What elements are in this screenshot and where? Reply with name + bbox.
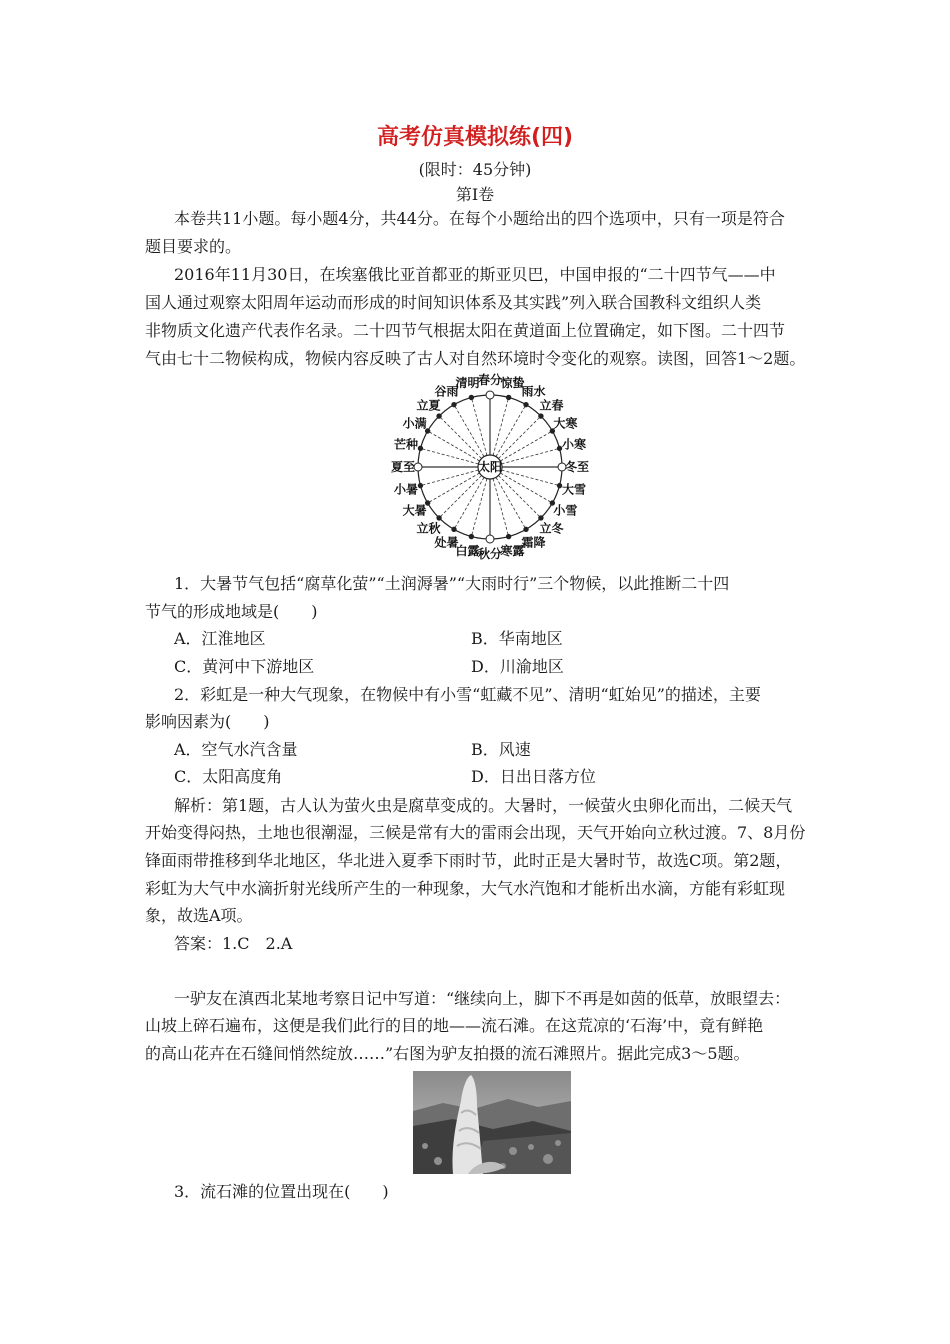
- term-ray: [493, 479, 509, 537]
- term-label: 冬至: [564, 460, 590, 474]
- passage-line: 非物质文化遗产代表作名录。二十四节气根据太阳在黄道面上位置确定，如下图。二十四节: [145, 321, 786, 340]
- term-ray: [471, 479, 487, 537]
- page-title: 高考仿真模拟练(四): [376, 125, 574, 150]
- passage-line: 的高山花卉在石缝间悄然绽放……”右图为驴友拍摄的流石滩照片。据此完成3～5题。: [145, 1044, 750, 1063]
- option-d: D．川渝地区: [471, 657, 564, 676]
- term-marker: [524, 402, 528, 406]
- option-a: A．空气水汽含量: [174, 740, 298, 759]
- option-c: C．太阳高度角: [174, 767, 283, 786]
- term-ray: [439, 416, 481, 458]
- term-marker: [506, 534, 510, 538]
- term-label: 春分: [477, 373, 503, 387]
- term-ray: [502, 448, 560, 464]
- term-label: 秋分: [477, 547, 503, 561]
- term-ray: [454, 477, 484, 529]
- term-label: 夏至: [390, 460, 416, 474]
- passage-line: 山坡上碎石遍布，这便是我们此行的目的地——流石滩。在这荒凉的‘石海’中，竟有鲜艳: [145, 1016, 764, 1035]
- question-stem: 影响因素为( ): [145, 712, 270, 731]
- term-ray: [420, 470, 478, 486]
- term-ray: [420, 448, 478, 464]
- term-marker: [437, 516, 441, 520]
- option-b: B．华南地区: [471, 629, 563, 648]
- term-ray: [496, 405, 526, 457]
- question-stem: 节气的形成地域是( ): [145, 602, 318, 621]
- term-marker: [437, 414, 441, 418]
- term-label: 立夏: [416, 398, 441, 413]
- term-marker: [418, 446, 422, 450]
- term-ray: [439, 475, 481, 517]
- term-label: 大寒: [553, 416, 578, 431]
- term-marker: [539, 414, 543, 418]
- term-ray: [428, 473, 480, 503]
- question-stem: 1．大暑节气包括“腐草化萤”“土润溽暑”“大雨时行”三个物候，以此推断二十四: [174, 574, 730, 593]
- term-marker: [452, 527, 456, 531]
- term-label: 雨水: [521, 384, 546, 399]
- term-marker: [486, 535, 494, 543]
- term-ray: [454, 405, 484, 457]
- question-stem: 2．彩虹是一种大气现象，在物候中有小雪“虹藏不见”、清明“虹始见”的描述，主要: [174, 685, 761, 704]
- term-label: 芒种: [393, 437, 418, 452]
- term-label: 小雪: [553, 503, 578, 518]
- passage-line: 2016年11月30日，在埃塞俄比亚首都亚的斯亚贝巴，中国申报的“二十四节气——中: [174, 265, 776, 284]
- analysis-line: 象，故选A项。: [145, 906, 253, 925]
- analysis-line: 解析：第1题，古人认为萤火虫是腐草变成的。大暑时，一候萤火虫卵化而出，二候天气: [174, 796, 793, 815]
- passage-line: 气由七十二物候构成，物候内容反映了古人对自然环境时令变化的观察。读图，回答1～2题。: [145, 349, 806, 368]
- analysis-line: 彩虹为大气中水滴折射光线所产生的一种现象，大气水汽饱和才能析出水滴，方能有彩虹现: [145, 879, 786, 898]
- term-label: 谷雨: [434, 384, 459, 399]
- term-ray: [496, 477, 526, 529]
- term-marker: [506, 395, 510, 399]
- term-ray: [500, 431, 552, 461]
- option-c: C．黄河中下游地区: [174, 657, 315, 676]
- term-ray: [428, 431, 480, 461]
- passage-line: 一驴友在滇西北某地考察日记中写道：“继续向上，脚下不再是如茵的低草，放眼望去：: [174, 989, 791, 1008]
- term-marker: [418, 483, 422, 487]
- term-ray: [493, 397, 509, 455]
- term-label: 大雪: [562, 482, 587, 497]
- term-marker: [452, 402, 456, 406]
- term-label: 白露: [455, 544, 480, 559]
- term-label: 立冬: [539, 521, 564, 536]
- intro-line: 本卷共11小题。每小题4分，共44分。在每个小题给出的四个选项中，只有一项是符合: [174, 209, 785, 228]
- term-label: 大暑: [402, 503, 427, 518]
- option-b: B．风速: [471, 740, 531, 759]
- intro-line: 题目要求的。: [145, 237, 242, 256]
- analysis-line: 锋面雨带推移到华北地区，华北进入夏季下雨时节，此时正是大暑时节，故选C项。第2题，: [145, 851, 792, 870]
- term-marker: [469, 534, 473, 538]
- term-ray: [498, 475, 540, 517]
- scree-photo: [413, 1071, 571, 1174]
- term-label: 立秋: [416, 521, 441, 536]
- term-label: 立春: [539, 398, 564, 413]
- term-marker: [524, 527, 528, 531]
- option-d: D．日出日落方位: [471, 767, 596, 786]
- term-ray: [471, 397, 487, 455]
- term-label: 小暑: [393, 482, 418, 497]
- solar-terms-diagram: [360, 372, 620, 568]
- analysis-line: 开始变得闷热，土地也很潮湿，三候是常有大的雷雨会出现，天气开始向立秋过渡。7、8月份: [145, 823, 806, 842]
- term-ray: [498, 416, 540, 458]
- term-marker: [539, 516, 543, 520]
- term-label: 霜降: [521, 535, 546, 550]
- term-label: 清明: [455, 375, 480, 390]
- term-label: 小寒: [562, 437, 587, 452]
- section-label: 第Ⅰ卷: [455, 185, 495, 204]
- term-ray: [500, 473, 552, 503]
- term-marker: [414, 463, 422, 471]
- term-ray: [502, 470, 560, 486]
- term-marker: [469, 395, 473, 399]
- term-label: 处暑: [434, 535, 459, 550]
- term-label: 惊蛰: [500, 375, 525, 390]
- term-marker: [486, 391, 494, 399]
- term-label: 小满: [402, 416, 427, 431]
- option-a: A．江淮地区: [174, 629, 266, 648]
- passage-line: 国人通过观察太阳周年运动而形成的时间知识体系及其实践”列入联合国教科文组织人类: [145, 293, 762, 312]
- question-stem: 3．流石滩的位置出现在( ): [174, 1182, 389, 1201]
- term-label: 寒露: [500, 544, 525, 559]
- sun-label: 太阳: [477, 460, 503, 474]
- time-limit: (限时：45分钟): [418, 160, 532, 179]
- answer-line: 答案：1.C 2.A: [174, 934, 293, 953]
